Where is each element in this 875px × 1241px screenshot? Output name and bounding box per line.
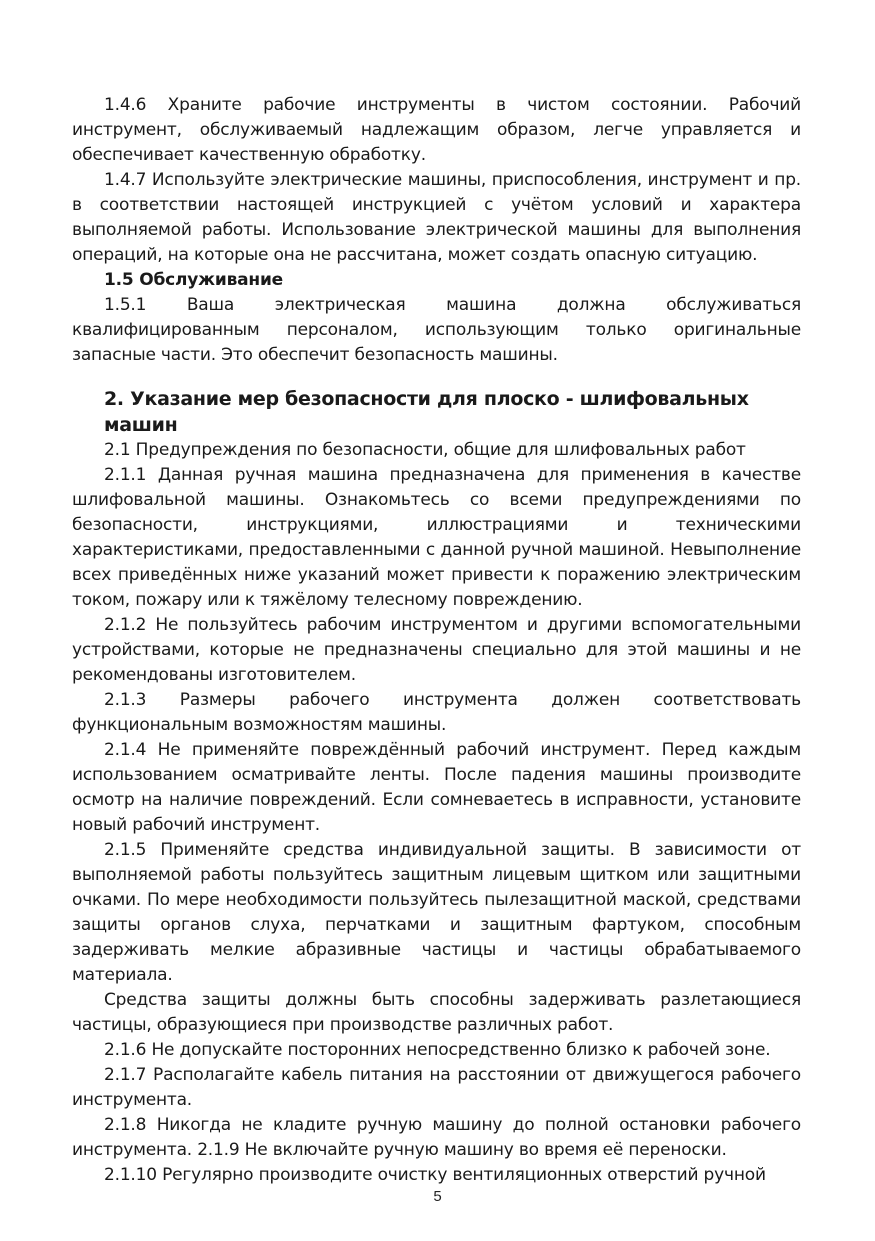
document-page — [72, 93, 801, 1188]
paragraph-2-1-1: 2.1.1 Данная ручная машина предназначена для применения в качестве шлифовальной машины. Ознакомьтесь со всеми предупреждениями по безопасности, инструкциями, иллюстрациями и техническими характеристиками, предоставленными с данной ручной машиной. Невыполнение всех приведённых ниже указаний может привести к поражению электрическим током, пожару или к тяжёлому телесному повреждению. — [72, 465, 801, 610]
paragraph-2-1-5: 2.1.5 Применяйте средства индивидуальной защиты. В зависимости от выполняемой работы пользуйтесь защитным лицевым щитком или защитными очками. По мере необходимости пользуйтесь пылезащитной маской, средствами защиты органов слуха, перчатками и защитным фартуком, способным задерживать мелкие абразивные частицы и частицы обрабатываемого материала. — [72, 840, 801, 985]
paragraph-2-1-4: 2.1.4 Не применяйте повреждённый рабочий инструмент. Перед каждым использованием осматривайте ленты. После падения машины производите осмотр на наличие повреждений. Если сомневаетесь в исправности, установите новый рабочий инструмент. — [72, 740, 801, 835]
paragraph-2-1-8: 2.1.8 Никогда не кладите ручную машину до полной остановки рабочего инструмента. 2.1.9 Не включайте ручную машину во время её переноски. — [72, 1115, 801, 1160]
paragraph-2-1-6: 2.1.6 Не допускайте посторонних непосредственно близко к рабочей зоне. — [104, 1040, 771, 1060]
page-number: 5 — [433, 1188, 442, 1205]
paragraph-2-1-2: 2.1.2 Не пользуйтесь рабочим инструментом и другими вспомогательными устройствами, которые не предназначены специально для этой машины и не рекомендованы изготовителем. — [72, 615, 801, 685]
paragraph-1-4-6: 1.4.6 Храните рабочие инструменты в чистом состоянии. Рабочий инструмент, обслуживаемый надлежащим образом, легче управляется и обеспечивает качественную обработку. — [72, 95, 801, 165]
paragraph-1-5-1: 1.5.1 Ваша электрическая машина должна обслуживаться квалифицированным персоналом, использующим только оригинальные запасные части. Это обеспечит безопасность машины. — [72, 295, 801, 365]
paragraph-2-1-5-cont: Средства защиты должны быть способны задерживать разлетающиеся частицы, образующиеся при производстве различных работ. — [72, 990, 801, 1035]
section-heading-2: 2. Указание мер безопасности для плоско - шлифовальных машин — [104, 388, 749, 436]
paragraph-1-4-7: 1.4.7 Используйте электрические машины, приспособления, инструмент и пр. в соответствии настоящей инструкцией с учётом условий и характера выполняемой работы. Использование электрической машины для выполнения операций, на которые она не рассчитана, может создать опасную ситуацию. — [72, 170, 801, 265]
paragraph-2-1: 2.1 Предупреждения по безопасности, общие для шлифовальных работ — [104, 440, 746, 460]
paragraph-2-1-10: 2.1.10 Регулярно производите очистку вентиляционных отверстий ручной — [104, 1165, 766, 1185]
paragraph-2-1-7: 2.1.7 Располагайте кабель питания на расстоянии от движущегося рабочего инструмента. — [72, 1065, 801, 1110]
paragraph-2-1-3: 2.1.3 Размеры рабочего инструмента должен соответствовать функциональным возможностям машины. — [72, 690, 801, 735]
subheading-1-5: 1.5 Обслуживание — [104, 270, 284, 290]
